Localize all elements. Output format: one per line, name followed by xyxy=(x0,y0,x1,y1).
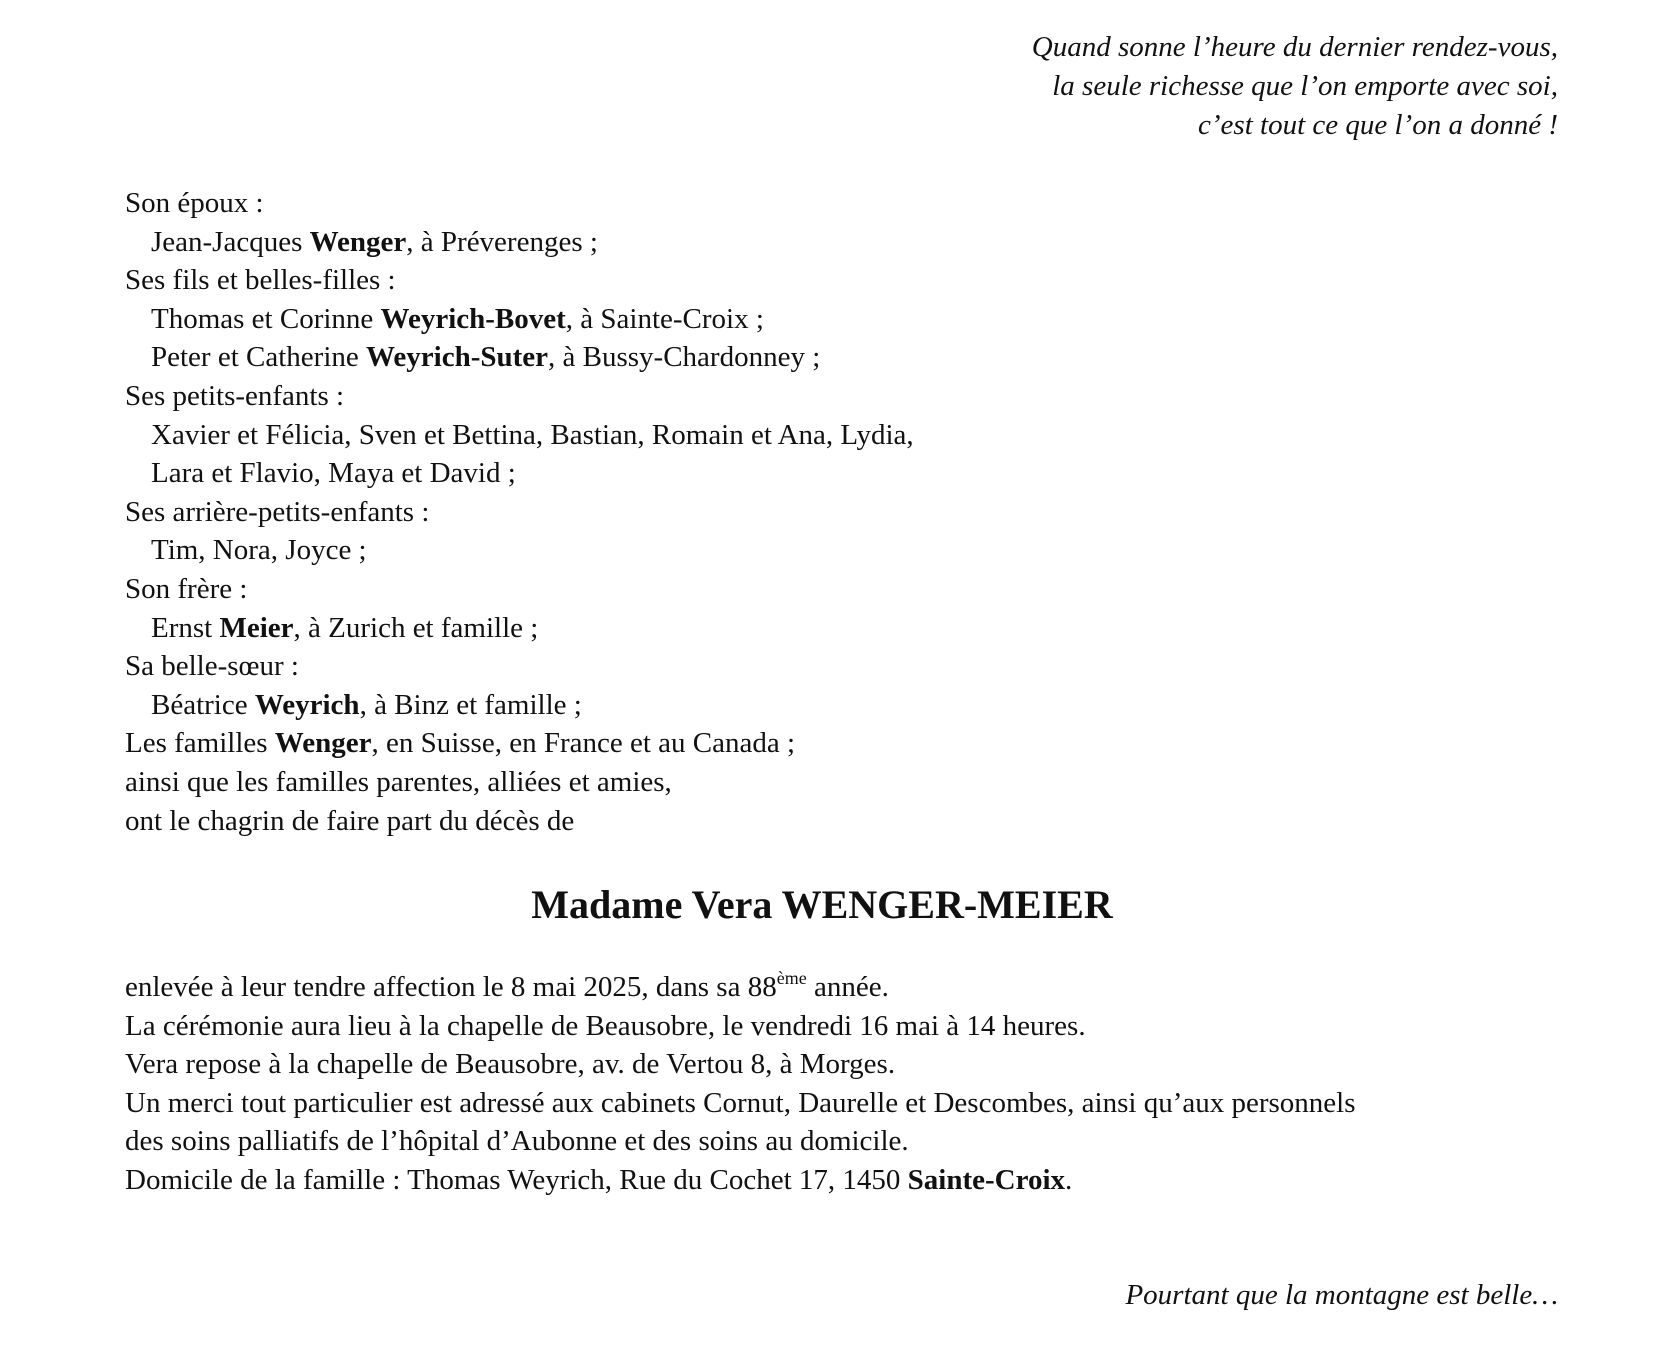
epigraph xyxy=(1032,28,1558,145)
deceased-name: Madame Vera WENGER-MEIER xyxy=(531,882,1113,927)
family-list xyxy=(125,184,914,840)
domicile-end: . xyxy=(1065,1163,1073,1196)
death-date-end: année. xyxy=(806,971,889,1003)
thanks-line: des soins palliatifs de l’hôpital d’Aubonne et des soins au domicile. xyxy=(125,1125,909,1158)
epigraph-line: la seule richesse que l’on emporte avec soi, xyxy=(1052,70,1558,102)
families-line xyxy=(125,724,914,763)
surname: Wenger xyxy=(274,727,372,760)
domicile-town: Sainte-Croix xyxy=(907,1163,1066,1196)
location: , à Binz et famille ; xyxy=(359,688,582,721)
spouse-entry xyxy=(125,223,914,262)
epigraph-line: c’est tout ce que l’on a donné ! xyxy=(1198,109,1558,141)
son-entry xyxy=(125,338,914,377)
given-names: Peter et Catherine xyxy=(151,341,366,374)
location: , à Bussy-Chardonney ; xyxy=(548,341,821,374)
brother-entry xyxy=(125,609,914,648)
closing-quote: Pourtant que la montagne est belle… xyxy=(1125,1279,1558,1311)
details-block xyxy=(125,968,1356,1200)
location: , à Préverenges ; xyxy=(406,225,598,258)
great-grandchildren-line: Tim, Nora, Joyce ; xyxy=(151,534,367,567)
son-entry xyxy=(125,300,914,339)
location: , à Sainte-Croix ; xyxy=(565,302,764,335)
spouse-heading: Son époux : xyxy=(125,187,264,219)
thanks-line: Un merci tout particulier est adressé aux cabinets Cornut, Daurelle et Descombes, ainsi qu’aux personnels xyxy=(125,1086,1356,1119)
given-names: Béatrice xyxy=(151,688,255,721)
death-date-line xyxy=(125,968,1356,1007)
grandchildren-line: Xavier et Félicia, Sven et Bettina, Bastian, Romain et Ana, Lydia, xyxy=(151,418,914,451)
epigraph-line: Quand sonne l’heure du dernier rendez-vous, xyxy=(1031,31,1558,63)
domicile-line xyxy=(125,1161,1356,1200)
given-names: Ernst xyxy=(151,611,220,644)
brother-heading: Son frère : xyxy=(125,572,248,605)
announcement-line: ont le chagrin de faire part du décès de xyxy=(125,804,575,837)
rest-place-line: Vera repose à la chapelle de Beausobre, av. de Vertou 8, à Morges. xyxy=(125,1048,896,1081)
deceased-name-heading xyxy=(0,880,1654,930)
surname: Weyrich xyxy=(254,688,360,721)
families-rest: , en Suisse, en France et au Canada ; xyxy=(371,727,796,760)
surname: Weyrich-Bovet xyxy=(380,302,566,335)
families-prefix: Les familles xyxy=(125,727,275,760)
given-names: Jean-Jacques xyxy=(151,225,310,258)
grandchildren-line: Lara et Flavio, Maya et David ; xyxy=(151,457,516,490)
relatives-line: ainsi que les familles parentes, alliées et amies, xyxy=(125,765,672,798)
surname: Meier xyxy=(219,611,294,644)
grandchildren-heading: Ses petits-enfants : xyxy=(125,379,345,412)
sons-heading: Ses fils et belles-filles : xyxy=(125,264,396,297)
ordinal-suffix: ème xyxy=(776,968,807,988)
sister-in-law-entry xyxy=(125,686,914,725)
sister-in-law-heading: Sa belle-sœur : xyxy=(125,650,299,683)
given-names: Thomas et Corinne xyxy=(151,302,381,335)
surname: Weyrich-Suter xyxy=(366,341,549,374)
great-grandchildren-heading: Ses arrière-petits-enfants : xyxy=(125,495,430,528)
location: , à Zurich et famille ; xyxy=(293,611,539,644)
domicile-text: Domicile de la famille : Thomas Weyrich, Rue du Cochet 17, 1450 xyxy=(125,1163,908,1196)
ceremony-line: La cérémonie aura lieu à la chapelle de Beausobre, le vendredi 16 mai à 14 heures. xyxy=(125,1009,1086,1042)
death-date-text: enlevée à leur tendre affection le 8 mai 2025, dans sa 88 xyxy=(125,971,777,1003)
surname: Wenger xyxy=(309,225,407,258)
